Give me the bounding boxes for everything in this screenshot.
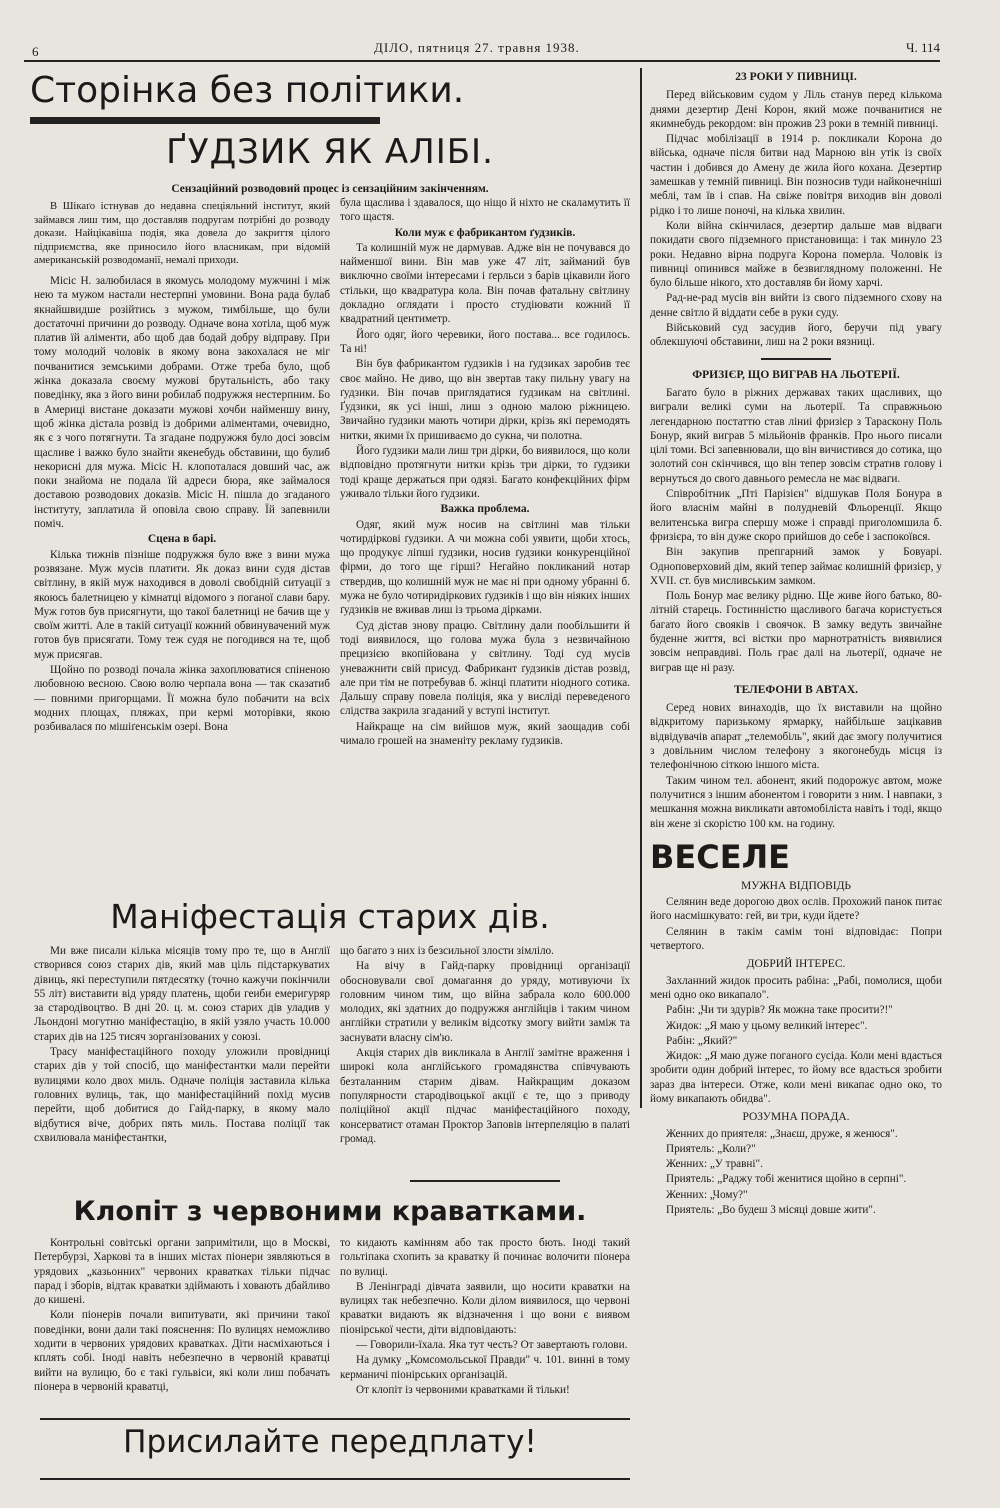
paragraph: Перед військовим судом у Ліль станув перед кількома днями дезертир Дені Корон, який може почванитися не якимнебудь рекордом: він прожив 23 роки в темній пивниці. (650, 89, 942, 130)
paragraph: що багато з них із безсильної злости зімліло. (340, 945, 554, 957)
paragraph: була щаслива і здавалося, що ніщо й ніхто не скаламутить її того щастя. (340, 197, 630, 224)
paragraph: Щойно по розводі почала жінка захоплюватися спіненою любовною весною. Свою волю черпала вона — так сказатиб — повними пригорщами. Її можна було побачити на всіх модних площах, пляжах, при кермі моторівки, якою розбивалася по мішіґенськім озері. Вона (34, 663, 330, 734)
paragraph: Найкраще на сім вийшов муж, який заощадив собі чимало грошей на знаменіту рекламу ґудзиків. (340, 720, 630, 747)
paragraph: Його одяг, його черевики, його постава... все годилось. Та ні! (340, 328, 630, 355)
paragraph: Ми вже писали кілька місяців тому про те, що в Англії створився союз старих дів, який мав ціль підстаркуватих дівиць, які переступили пятдесятку (точно кажучи покінчили 55 літ) виставити від уряду платень, щоби геиби емеригуряр за стародівоцтво. В дні 20. ц. м. союз старих дів уладив у Льондоні могутню маніфестацію, в якій узяло участь 10.000 старих дів на 125 тисяч зорганізованих у союзі. (34, 945, 330, 1043)
article2-title: Маніфестація старих дів. (110, 897, 550, 936)
paragraph: Рад-не-рад мусів він вийти із свого підземного схову на денне світло й віддати себе в руки суду. (650, 292, 942, 319)
paragraph: Приятель: „Раджу тобі женитися щойно в серпні". (666, 1173, 907, 1186)
footer-top-rule (40, 1418, 630, 1420)
paragraph: то кидають камінням або так просто бють. Іноді такий гольтіпака схопить за краватку й починає волочити піонера по вулиці. (340, 1237, 630, 1278)
article1-lead: В Шікаґо істнував до недавна спеціяльний інститут, який займався лиш тим, що доставляв подругам потрібні до розводу докази. Найцікавіша подія, яка довела до закриття цілого підприємства, яке приносило його власникам, при відомій американській розводоманії, немалі приходи. (34, 201, 330, 267)
header-rule (24, 60, 940, 62)
paragraph: Співробітник „Пті Парізієн" відшукав Поля Бонура в його власнім майні в полудневій Фльоренції. Якщо велитенська вигра спершу може і справді приголомшила б. фризієра, то він дуже скоро прийшов до себе і заспокоївся. (650, 488, 942, 543)
paragraph: Женних до приятеля: „Знаєш, друже, я женюся". (666, 1127, 898, 1140)
paragraph: В Ленінграді дівчата заявили, що носити краватки на вулицях так небезпечно. Коли ділом виявилося, що червоні краватки видають як відзначення і що вони є виявом піонірської чести, діти відповідають: (340, 1280, 630, 1336)
paragraph: На думку „Комсомольської Правди" ч. 101. винні в тому керманичі піонірських організацій. (340, 1354, 630, 1381)
footer-bottom-rule (40, 1478, 630, 1480)
paragraph: Контрольні совітські органи запримітили, що в Москві, Петербурзі, Харкові та в інших містах піонери зявляються в урядових „казьонних" червоних краватках тільки підчас парад і зборів, відтак краватки здіймають і ховають дбайливо до кишені. (34, 1237, 330, 1307)
page-header (24, 36, 940, 58)
humor-title: ВЕСЕЛЕ (650, 837, 791, 876)
section-rule (30, 117, 380, 124)
subscription-banner: Присилайте передплату! (123, 1424, 537, 1460)
article2-end-rule (410, 1180, 560, 1182)
h1-title: МУЖНА ВІДПОВІДЬ (740, 879, 852, 892)
paragraph: Поль Бонур має велику рідню. Ще живе його батько, 80-літній старець. Гостинністю щасливого багача користується багато його свояків і своячок. В замку ведуть звичайне буденне життя, всі вістки про марнотратність виявилися зовсім неправдиві. Поль грає далі на льотерії, одначе не виграв ще ні разу. (650, 590, 942, 674)
article2-col2 (340, 944, 630, 1184)
a3-title: ТЕЛЕФОНИ В АВТАХ. (733, 683, 859, 696)
paragraph: Підчас мобілізації в 1914 р. покликали Корона до війська, одначе після битви над Марною він утік із своїх частин і добився до Амену де жила його кохана. Дезертир замешкав у темній пивниці. Він позносив туди найконечніші меблі, там їв і спав. На свіже повітря виходив він доволі рідко і то лише поночі, на кілька хвилин. (650, 133, 942, 217)
paragraph: Місіс Н. залюбилася в якомусь молодому мужчині і між нею та мужом настали нестерпні умовини. Вона рада булаб якнайшвидше розійтись з мужом, тимбільше, що були достаточні причини до розводу. Одначе вона хотіла, щоб муж платив їй аліменти, або щоб дав бодай добру відправу. При тому молодий чоловік в якому вона закохалася не міг почванитися земськими добрами. Отже треба було, щоб жінка доказала своєму мужові брутальність, або таку поведінку, яка з його вини робилаб подружжя нестерпним. Бо в Америці вистане доказати мужові хочби найменшу вину, щоб жінка дістала розвід із добрими аліментами, очевидно, як є з чого потягнути. Та згадане подружжя було досі зовсім щасливе і важко було знайти якенебудь обставини, що булиб некорисні для мужа. Місіс Н. клопоталася довший час, аж поки знайома не подала їй адреси бюра, яке займалося доставою розводових доказів. Місіс Н. пішла до згаданого інституту, заплатила й оповіла свою справу. Їй запевнили поміч. (34, 274, 330, 531)
issue-number: Ч. 114 (906, 40, 940, 55)
paragraph: Він закупив препгарний замок у Бовуарі. Одноповерховий дім, який тепер займає колишній фризієр, у XVII. ст. був мисливським замком. (650, 546, 942, 587)
paragraph: На вічу в Гайд-парку провідниці організації обосновували свої домагання до уряду, мотивуючи їх головним чином тим, що війна забрала коло 600.000 молодих, які здатних до подружжя англійців і таким чином англійки стратили у великім відсотку змогу вийти заміж та заснувати власну сім'ю. (340, 960, 630, 1044)
paragraph: Кілька тижнів пізніше подружжя було вже з вини мужа розвязане. Муж мусів платити. Як доказ вини судя дістав світлину, в якій муж находився в доволі свобідній ситуації з якоюсь балетницею у кімнатці відомого з поганої слави бару. Муж готов був присягнути, що такої балетниці не бачив ще у своїм житті. Але в такій ситуації кожний обвинувачений муж готов був присягати. Тому теж судя не погодився на те, щоб муж присягав. (34, 548, 330, 661)
paragraph: Його ґудзики мали лиш три дірки, бо виявилося, що коли відповідно протягнути нитки крізь три дірки, то ґудзики тоді краще держаться при одязі. Багато конфекційних фірм уживало тільки його ґудзики. (340, 445, 630, 500)
article1-sub3: Важка проблема. (440, 503, 530, 516)
article1-col2 (340, 196, 630, 890)
paragraph: Трасу маніфестаційного походу уложили провідниці старих дів у той спосіб, що маніфестантки мали перейти вулицями коло двох миль. Одначе поліція заставила кілька головних вулиць, так, що маніфестаційний похід мусив перейти, щоб добитися до Гайд-парку, в якому мало відбутися віче, добрих пять миль. Постава поліції так схвилювала маніфестантки, (34, 1046, 330, 1144)
paragraph: Приятель: „Коли?" (666, 1142, 756, 1155)
paragraph: Багато було в ріжних державах таких щасливих, що виграли великі суми на льотерії. Та справжньою легендарною постаттю став ліниі фризієр з Тараскону Поль Бонур, який виграв 5 мільйонів франків. Про нього писали цілі томи. Всі запевнювали, що він вичистився до сотика, що золотий сон скінчився, що він тепер зовсім стратив голову і вернуться до свого давнього ремесла не має відваги. (650, 386, 942, 485)
paragraph: От клопіт із червоними краватками й тільки! (356, 1383, 570, 1396)
column-divider (640, 68, 642, 1108)
paragraph: Суд дістав знову працю. Світлину дали пообільшити й тоді виявилося, що голова мужа була з незвичайною прецизією вкопійована у світлину. Тоді суд мусів уневажнити свій присуд. Фабрикант ґудзиків дістав розвід, але при тім не потребував б. жінці платити ніодного сотика. Дальшу справу повела поліція, яка у висліді переведеного слідства закрила згаданий у вступі інститут. (340, 619, 630, 718)
h3-title: РОЗУМНА ПОРАДА. (742, 1111, 850, 1124)
paragraph: — Говорили-їхала. Яка тут честь? От завертають голови. (356, 1339, 628, 1352)
paragraph: Одяг, який муж носив на світлині мав тільки чотирдіркові ґудзики. А чи можна собі уявити, щоби хтось, що продукує ліпші ґудзики, носив ґудзики конкуренційної фірми, до того ще гірші? Негайно покликаний нотар ствердив, що колишній муж не має ні при одному убранні б. мужа не було чотиридіркових ґудзиків і що він ніяких інших ґудзиків не вживав лиш із трьома дірками. (340, 518, 630, 617)
paragraph: Акція старих дів викликала в Англії замітне враження і широкі кола англійського громадянства співчувають безталанним старим дівам. Найкращим доказом популярности стародівоцької акції є те, що з приводу поліційної акції підчас маніфестаційного походу, консерватист отаман Проктор Заповів інтерпеляцію в палаті громад. (340, 1047, 630, 1145)
paragraph: Таким чином тел. абонент, який подорожує автом, може получитися з іншим абонентом і говорити з ним. І навпаки, з мешкання можна викликати автомобіліста навіть і тоді, якщо він жене зі скорістю 100 км. на годину. (650, 774, 942, 830)
paragraph: Селянин в такім самім тоні відповідає: Попри четвертого. (650, 925, 942, 953)
paragraph: Коли війна скінчилася, дезертир дальше мав відваги покидати свого підземного пристановища: і так минуло 23 роки. Недавно вірна подруга Корона померла. Чоловік із пивниці опинився майже в безвиглядному положенні. Не було більше нікого, хто доставляв би йому харчі. (650, 219, 942, 290)
article3-col1 (34, 1236, 330, 1411)
page-number: 6 (32, 44, 39, 59)
article1-col1 (34, 200, 330, 890)
paragraph: Женних: „Чому?" (666, 1188, 748, 1201)
a2-title: ФРИЗІЄР, ЩО ВИГРАВ НА ЛЬОТЕРІЇ. (692, 368, 900, 381)
paragraph: Серед нових винаходів, що їх виставили на щойно відкритому паризькому ярмарку, найбільше зацікавив відвідувачів апарат „телемобіль", який дає змогу получитися з довільним числом телефону з якогонебудь місця із телефонічною сіткою іншого міста. (650, 702, 942, 772)
paragraph: Рабін: „Чи ти здурів? Як можна таке просити?!" (666, 1004, 893, 1017)
paragraph: Він був фабрикантом ґудзиків і на ґудзиках заробив теє своє майно. Не диво, що він звертав таку пильну увагу на ґудзики. Він почав приглядатися ґудзикам на світлині. Ґудзики, як усі інші, лиш з одною малою ріжницею. Звичайно ґудзики мають чотири дірки, крізь які перемодять нитки, якими їх пришиваємо до сукна, чи полотна. (340, 358, 630, 442)
paragraph: Коли піонерів почали випитувати, які причини такої поведінки, вони дали такі пояснення: По вулицях неможливо ходити в червоних урядових краватках. Діти насміхаються і кплять собі. Іноді навіть небезпечно в червоній краватці вийти на вулицю, бо є такі гульвіси, які коли лиш побачать піонера в червоній краватці, (34, 1309, 330, 1393)
paragraph: Та колишній муж не дармував. Адже він не почувався до найменшої вини. Він мав уже 47 літ, займаний був виключно своїми інтересами і ґерльси з барів цікавили його стільки, що квадратура кола. Він почав фатальну світлину докладно оглядати і просто студіювати кожний її квадратний центиметр. (340, 241, 630, 326)
article1-sub1: Сцена в барі. (147, 533, 217, 546)
paragraph: Жидок: „Я маю дуже поганого сусіда. Коли мені вдасться зробити один добрий інтерес, то йому все вдасться зробити зараз два інтереси. Отже, коли мені викапає одно око, то йому викапають обидва". (650, 1050, 942, 1105)
paragraph: Військовий суд засудив його, беручи під увагу облекшуючі обставини, лиш на 2 роки вязниці. (650, 322, 942, 349)
paragraph: Жидок: „Я маю у цьому великий інтерес". (666, 1019, 868, 1032)
article1-title: ҐУДЗИК ЯК АЛІБІ. (166, 132, 494, 172)
separator (761, 358, 831, 360)
article3-title: Клопіт з червоними краватками. (73, 1196, 587, 1227)
paragraph: Захланний жидок просить рабіна: „Рабі, помолися, щоби мені одно око викапало". (650, 974, 942, 1001)
masthead: ДІЛО, пятниця 27. травня 1938. (374, 40, 580, 55)
article1-sub2: Коли муж є фабрикантом ґудзиків. (394, 226, 576, 239)
right-column (650, 68, 942, 1478)
article3-col2 (340, 1236, 630, 1411)
paragraph: Женних: „У травні". (666, 1158, 763, 1171)
paragraph: Рабін: „Який?" (666, 1034, 738, 1047)
h2-title: ДОБРИЙ ІНТЕРЕС. (746, 958, 846, 971)
paragraph: Приятель: „Во будеш 3 місяці довше жити". (666, 1204, 876, 1217)
article1-subtitle: Сензаційний розводовий процес із сензаційним закінченням. (171, 183, 489, 195)
paragraph: Селянин веде дорогою двох ослів. Прохожий панок питає його насмішкувато: гей, ви три, куди йдете? (650, 896, 942, 923)
a1-title: 23 РОКИ У ПИВНИЦІ. (735, 71, 857, 83)
section-title: Сторінка без політики. (30, 70, 465, 111)
article2-col1 (34, 944, 330, 1184)
